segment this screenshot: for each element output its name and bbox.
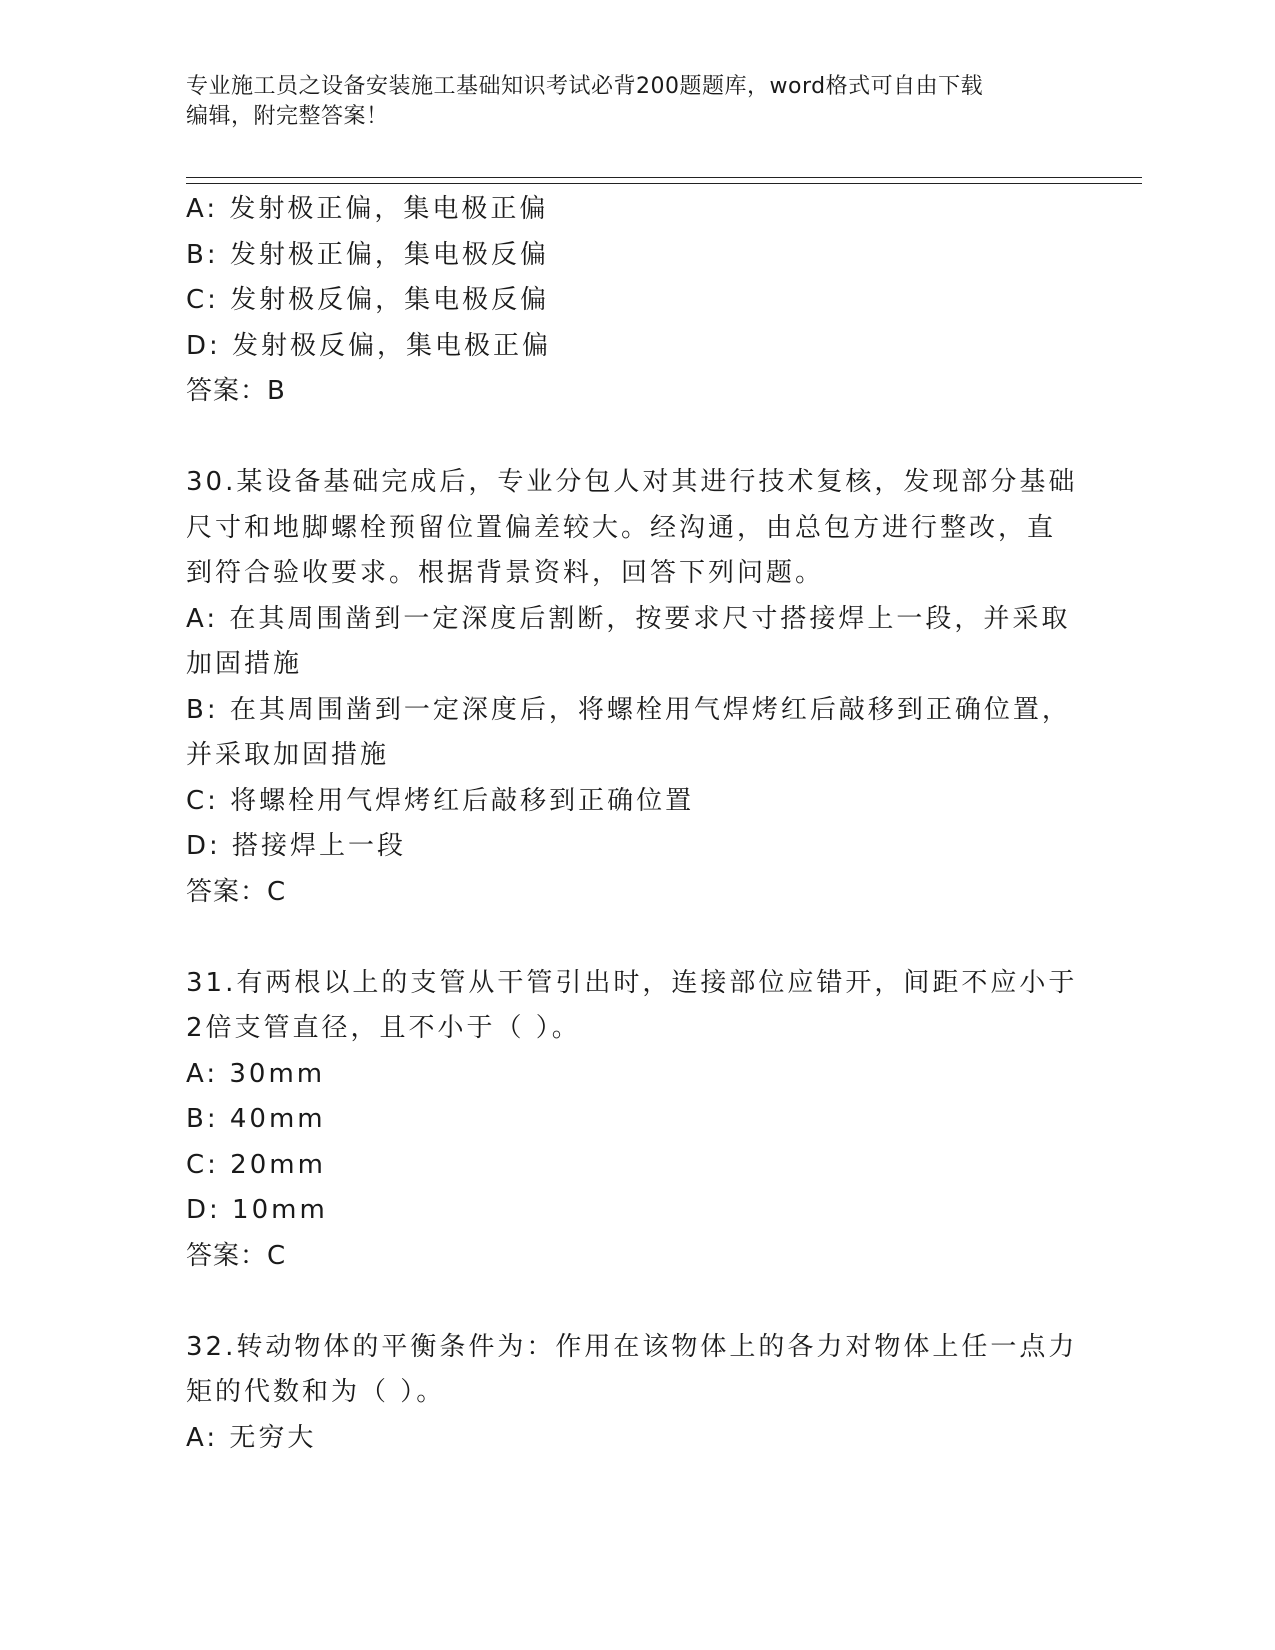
- header-rule-bottom: [186, 183, 1142, 184]
- header-rule-top: [186, 177, 1142, 178]
- option-a: A: 在其周围凿到一定深度后割断，按要求尺寸搭接焊上一段，并采取: [186, 603, 1071, 634]
- question-stem-line: 到符合验收要求。根据背景资料，回答下列问题。: [186, 558, 825, 588]
- document-header: [186, 72, 1066, 132]
- question-29: [186, 187, 1066, 415]
- question-gap: [186, 415, 1066, 461]
- question-stem-line: 32.转动物体的平衡条件为：作用在该物体上的各力对物体上任一点力: [186, 1331, 1078, 1362]
- question-stem-line: 矩的代数和为（ ）。: [186, 1377, 446, 1407]
- answer-line: 答案：B: [186, 376, 286, 406]
- header-line-2: 编辑，附完整答案！: [186, 104, 389, 129]
- option-c: C: 将螺栓用气焊烤红后敲移到正确位置: [186, 785, 695, 816]
- header-line-1: 专业施工员之设备安装施工基础知识考试必背200题题库，word格式可自由下载: [186, 74, 984, 99]
- option-c: C: 20mm: [186, 1149, 326, 1180]
- option-a: A: 无穷大: [186, 1422, 317, 1453]
- question-gap: [186, 1279, 1066, 1325]
- option-b: B: 在其周围凿到一定深度后，将螺栓用气焊烤红后敲移到正确位置，: [186, 694, 1071, 725]
- question-stem-line: 尺寸和地脚螺栓预留位置偏差较大。经沟通，由总包方进行整改，直: [186, 512, 1057, 543]
- question-31: [186, 961, 1078, 1280]
- question-gap: [186, 915, 1066, 961]
- option-c: C: 发射极反偏，集电极反偏: [186, 285, 550, 315]
- answer-line: 答案：C: [186, 1240, 287, 1271]
- option-d: D: 10mm: [186, 1195, 328, 1225]
- option-a: A: 30mm: [186, 1058, 326, 1089]
- question-30: [186, 460, 1078, 915]
- option-a-continued: 加固措施: [186, 649, 303, 679]
- question-stem-line: 31.有两根以上的支管从干管引出时，连接部位应错开，间距不应小于: [186, 967, 1078, 998]
- question-list: [186, 187, 1078, 1461]
- option-b-continued: 并采取加固措施: [186, 740, 390, 770]
- answer-line: 答案：C: [186, 876, 287, 907]
- option-b: B: 40mm: [186, 1104, 326, 1134]
- question-stem-line: 2倍支管直径，且不小于（ ）。: [186, 1013, 581, 1043]
- question-32: [186, 1325, 1078, 1462]
- option-b: B: 发射极正偏，集电极反偏: [186, 239, 549, 270]
- option-d: D: 搭接焊上一段: [186, 831, 407, 861]
- option-d: D: 发射极反偏，集电极正偏: [186, 330, 552, 361]
- question-stem-line: 30.某设备基础完成后，专业分包人对其进行技术复核，发现部分基础: [186, 467, 1078, 497]
- option-a: A: 发射极正偏，集电极正偏: [186, 194, 549, 224]
